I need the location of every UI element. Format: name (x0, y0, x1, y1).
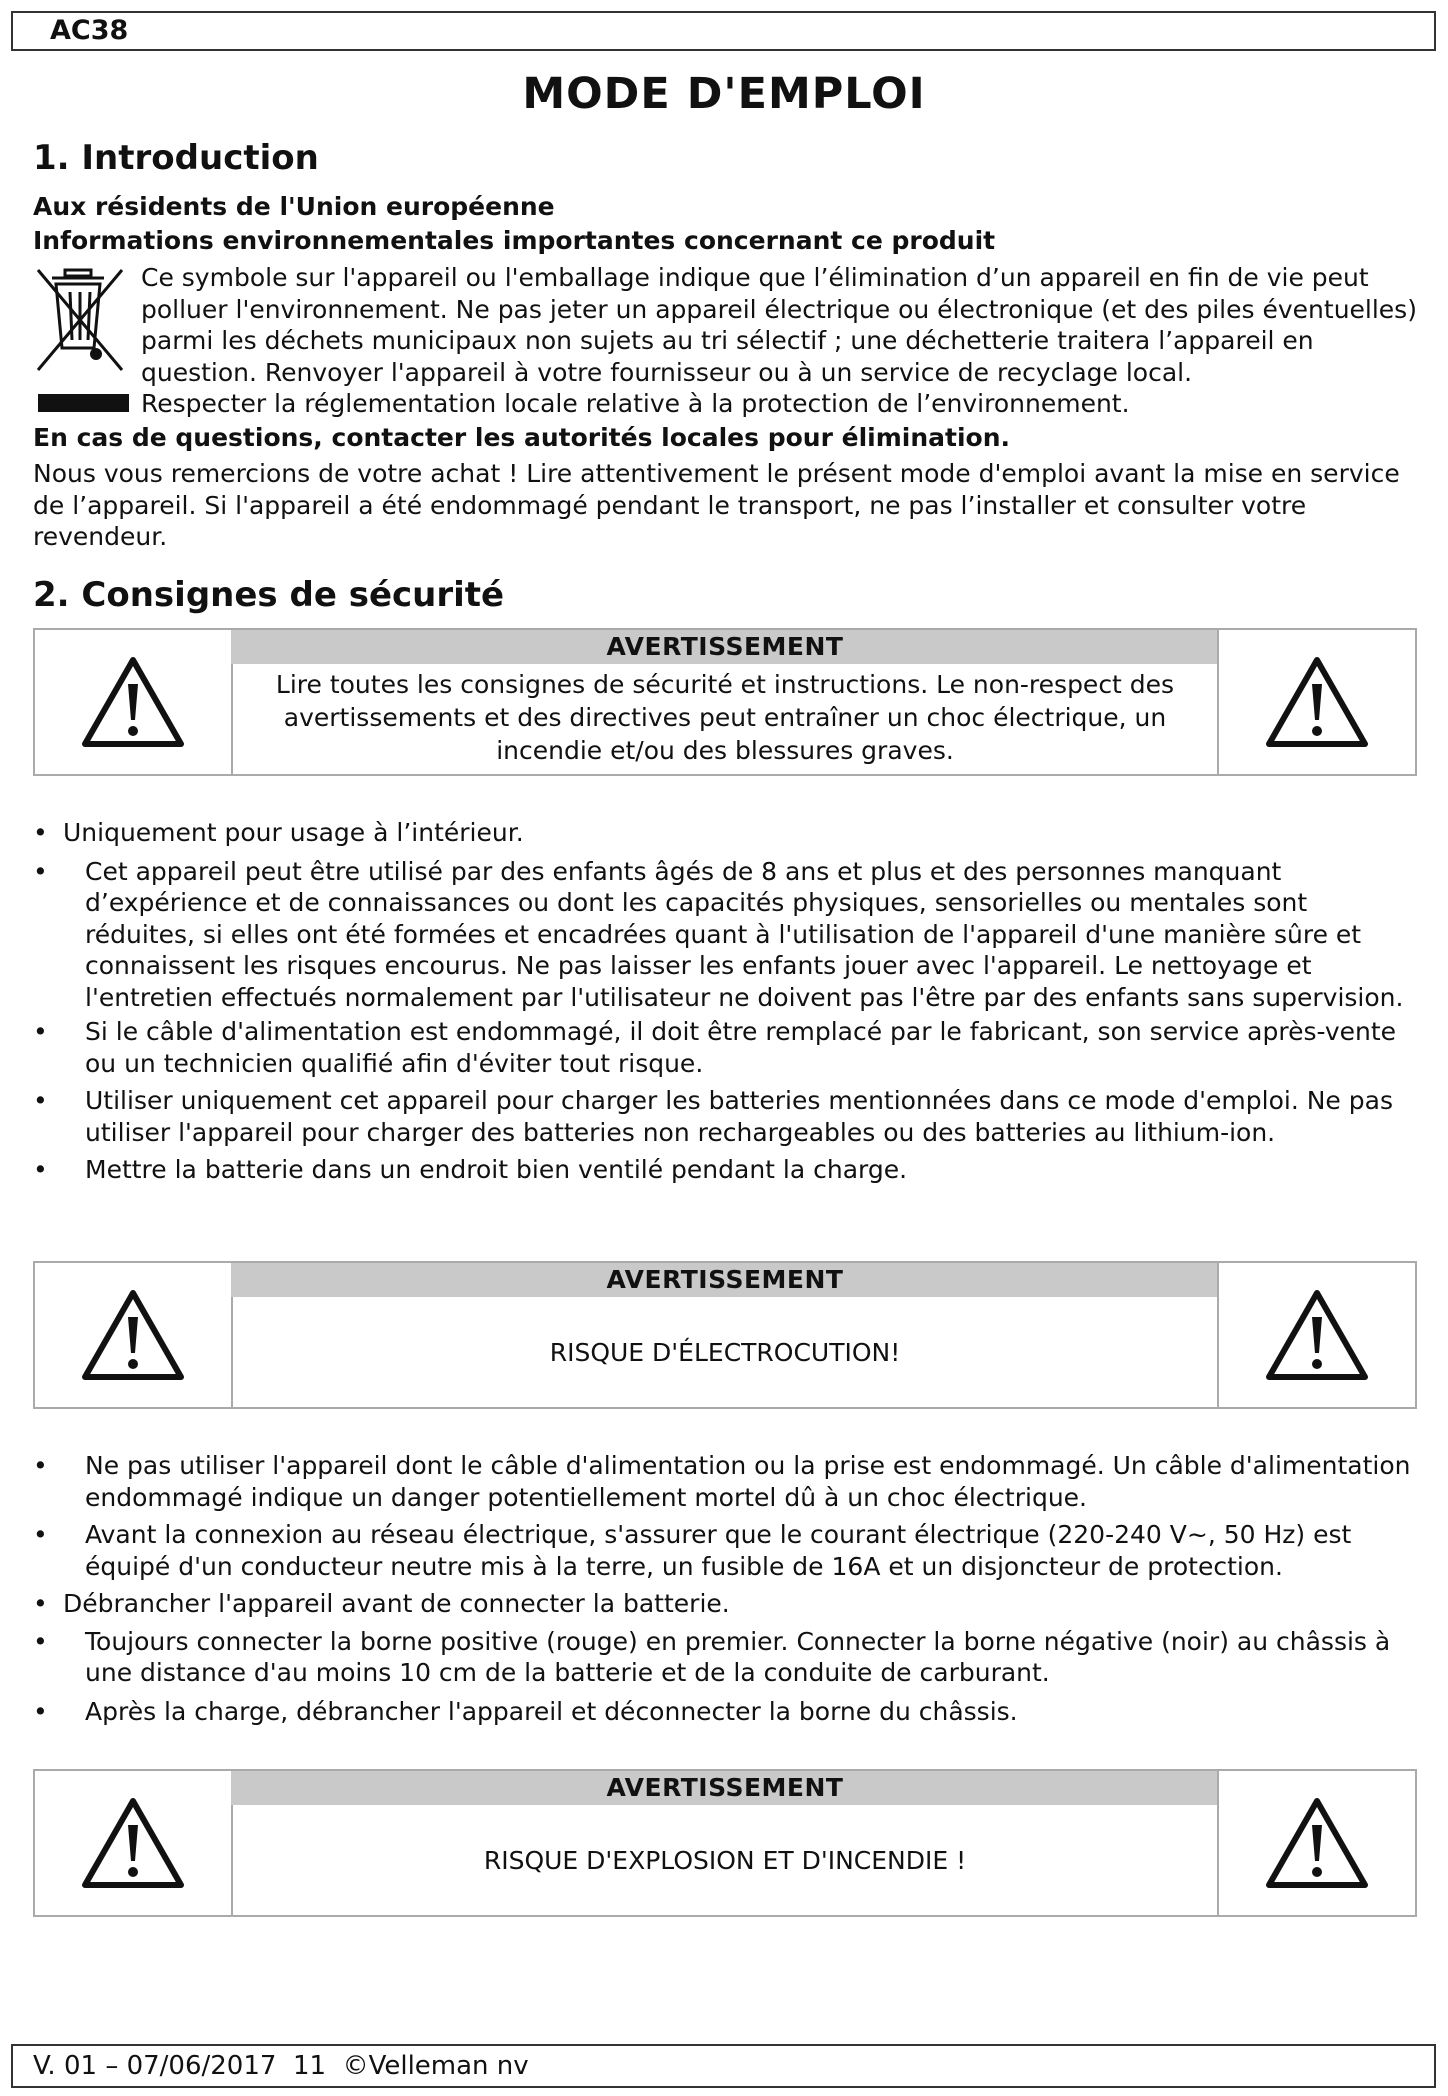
footer-text: V. 01 – 07/06/2017 11 ©Velleman nv (33, 2051, 529, 2081)
weee-regulation-line: Respecter la réglementation locale relative à la protection de l’environnement. (141, 389, 1130, 418)
env-info-line: Informations environnementales importantes concernant ce produit (33, 226, 996, 255)
list-item: • Si le câble d'alimentation est endommagé, il doit être remplacé par le fabricant, son service après-vente ou un technicien qualifié afin d'éviter tout risque. (33, 1017, 1397, 1078)
list-item: • Ne pas utiliser l'appareil dont le câble d'alimentation ou la prise est endommagé. Un câble d'alimentation endommagé indique un danger potentiellement mortel dû à un choc électrique. (33, 1451, 1411, 1512)
list-item: • Uniquement pour usage à l’intérieur. (33, 818, 524, 847)
list-item: • Toujours connecter la borne positive (rouge) en premier. Connecter la borne négative (noir) au châssis à une distance d'au moins 10 cm de la batterie et de la conduite de carburant. (33, 1626, 1391, 1687)
safety-bullets-2 (33, 1450, 1423, 1727)
list-item: • Après la charge, débrancher l'appareil et déconnecter la borne du châssis. (33, 1696, 1018, 1726)
warning-2-label: AVERTISSEMENT (231, 1263, 1219, 1297)
weee-text: Ce symbole sur l'appareil ou l'emballage indique que l’élimination d’un appareil en fin de vie peut polluer l'environnement. Ne pas jeter un appareil électrique ou électronique (et des piles éventuelles) parmi les déchets municipaux non sujets au tri sélectif ; une déchetterie traitera l’appareil en question. Renvoyer l'appareil à votre fournisseur ou à un service de recyclage local. (141, 263, 1417, 387)
list-item: • Avant la connexion au réseau électrique, s'assurer que le courant électrique (220-240 V~, 50 Hz) est équipé d'un conducteur neutre mis à la terre, un fusible de 16A et un disjoncteur de protection. (33, 1520, 1352, 1581)
section-2-heading: 2. Consignes de sécurité (33, 575, 505, 615)
questions-line: En cas de questions, contacter les autorités locales pour élimination. (33, 423, 1010, 452)
eu-residents-line: Aux résidents de l'Union européenne (33, 192, 555, 221)
list-item: • Utiliser uniquement cet appareil pour charger les batteries mentionnées dans ce mode d'emploi. Ne pas utiliser l'appareil pour charger des batteries non rechargeables ou des batteries au lithium-ion. (33, 1086, 1393, 1147)
warning-3-text: RISQUE D'EXPLOSION ET D'INCENDIE ! (483, 1845, 967, 1875)
page-title: MODE D'EMPLOI (522, 69, 926, 119)
product-code: AC38 (50, 15, 129, 46)
warning-box-2 (33, 1261, 1417, 1409)
safety-bullets-1 (33, 817, 1423, 1186)
warning-triangle-icon (35, 1263, 233, 1407)
warning-2-text: RISQUE D'ÉLECTROCUTION! (549, 1337, 901, 1367)
warning-box-3 (33, 1769, 1417, 1917)
warning-triangle-icon (1217, 1263, 1415, 1407)
warning-triangle-icon (35, 630, 233, 774)
weee-bin-icon (32, 262, 136, 376)
warning-triangle-icon (1217, 630, 1415, 774)
warning-triangle-icon (1217, 1771, 1415, 1915)
intro-paragraph: Nous vous remercions de votre achat ! Lire attentivement le présent mode d'emploi avant la mise en service de l’appareil. Si l'appareil a été endommagé pendant le transport, ne pas l’installer et consulter votre revendeur. (33, 459, 1400, 551)
header-box (11, 11, 1436, 51)
section-1-heading: 1. Introduction (33, 138, 319, 178)
warning-triangle-icon (35, 1771, 233, 1915)
weee-bar (38, 394, 129, 412)
list-item: • Cet appareil peut être utilisé par des enfants âgés de 8 ans et plus et des personnes manquant d’expérience et de connaissances ou dont les capacités physiques, sensorielles ou mentales sont réduites, si elles ont été formées et encadrées quant à l'utilisation de l'appareil d'une manière sûre et connaissent les risques encourus. Ne pas laisser les enfants jouer avec l'appareil. Le nettoyage et l'entretien effectués normalement par l'utilisateur ne doivent pas l'être par des enfants sans supervision. (33, 856, 1404, 1012)
warning-box-1 (33, 628, 1417, 776)
warning-1-label: AVERTISSEMENT (231, 630, 1219, 664)
list-item: • Mettre la batterie dans un endroit bien ventilé pendant la charge. (33, 1155, 908, 1184)
warning-3-label: AVERTISSEMENT (231, 1771, 1219, 1805)
list-item: • Débrancher l'appareil avant de connecter la batterie. (33, 1589, 730, 1618)
warning-1-text: Lire toutes les consignes de sécurité et instructions. Le non-respect des avertissements et des directives peut entraîner un choc électrique, un incendie et/ou des blessures graves. (275, 670, 1175, 765)
